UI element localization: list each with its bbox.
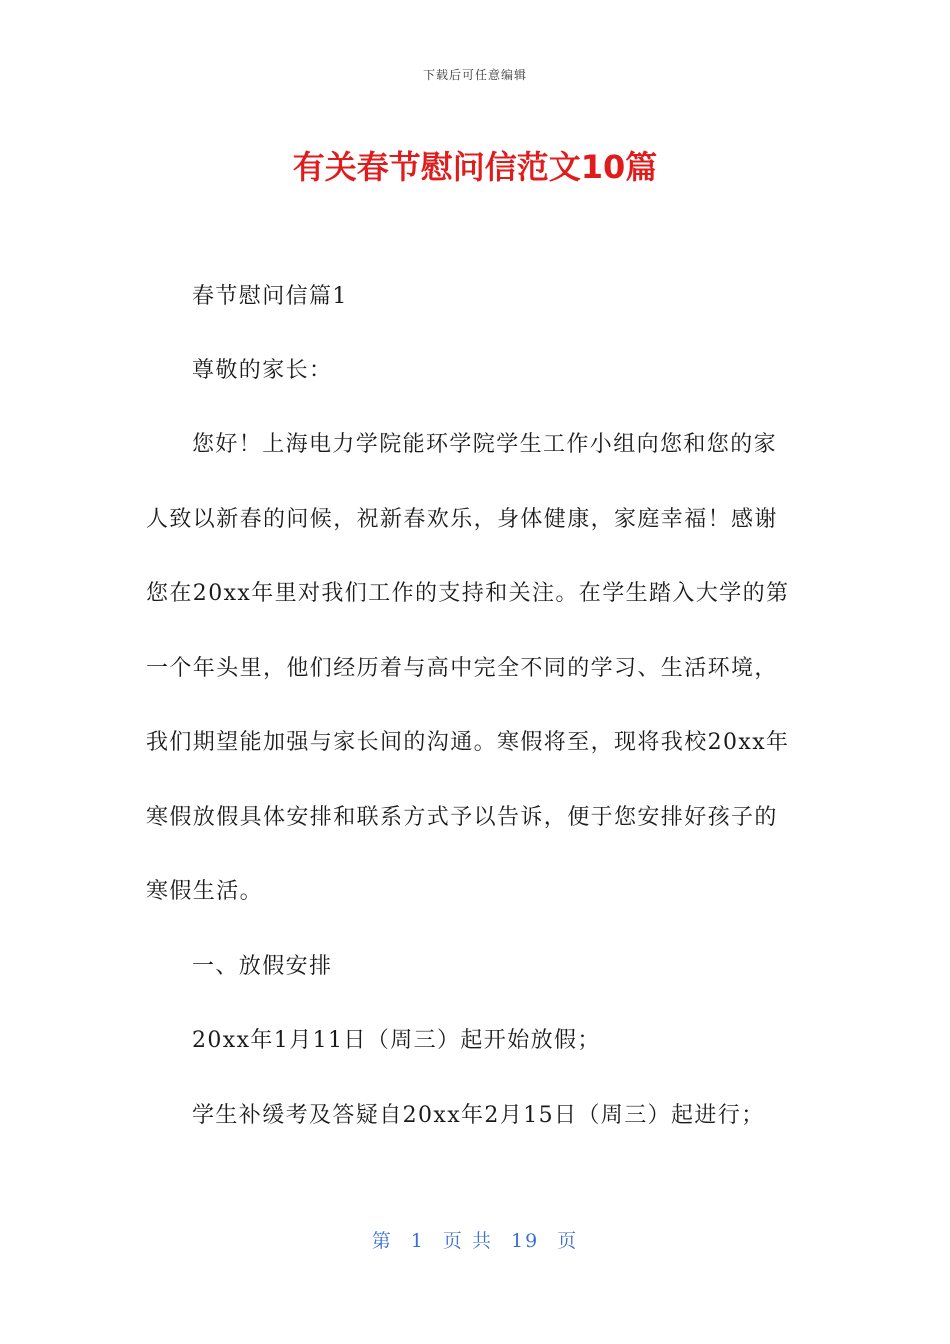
page-total: 19 xyxy=(511,1230,540,1252)
paragraph-line: 您好！上海电力学院能环学院学生工作小组向您和您的家 xyxy=(192,432,778,457)
paragraph-line: 寒假生活。 xyxy=(146,879,264,904)
section-heading: 春节慰问信篇1 xyxy=(192,284,348,309)
header-note: 下载后可任意编辑 xyxy=(422,68,527,82)
salutation: 尊敬的家长： xyxy=(192,358,333,383)
document-title: 有关春节慰问信范文10篇 xyxy=(292,148,658,186)
page-prefix: 第 xyxy=(371,1230,393,1252)
paragraph-line: 我们期望能加强与家长间的沟通。寒假将至，现将我校20xx年 xyxy=(146,730,790,755)
paragraph-line: 您在20xx年里对我们工作的支持和关注。在学生踏入大学的第 xyxy=(146,581,790,606)
page-number: 1 xyxy=(410,1230,425,1252)
paragraph-line: 20xx年1月11日（周三）起开始放假； xyxy=(192,1028,601,1053)
paragraph-line: 人致以新春的问候，祝新春欢乐，身体健康，家庭幸福！感谢 xyxy=(146,507,778,532)
page-mid: 页 共 xyxy=(442,1230,493,1252)
page-suffix: 页 xyxy=(557,1230,579,1252)
page-footer xyxy=(0,1226,950,1253)
paragraph-line: 寒假放假具体安排和联系方式予以告诉，便于您安排好孩子的 xyxy=(146,805,778,830)
paragraph-line: 学生补缓考及答疑自20xx年2月15日（周三）起进行； xyxy=(192,1103,765,1128)
list-heading: 一、放假安排 xyxy=(192,954,333,979)
paragraph-line: 一个年头里，他们经历着与高中完全不同的学习、生活环境， xyxy=(146,656,778,681)
